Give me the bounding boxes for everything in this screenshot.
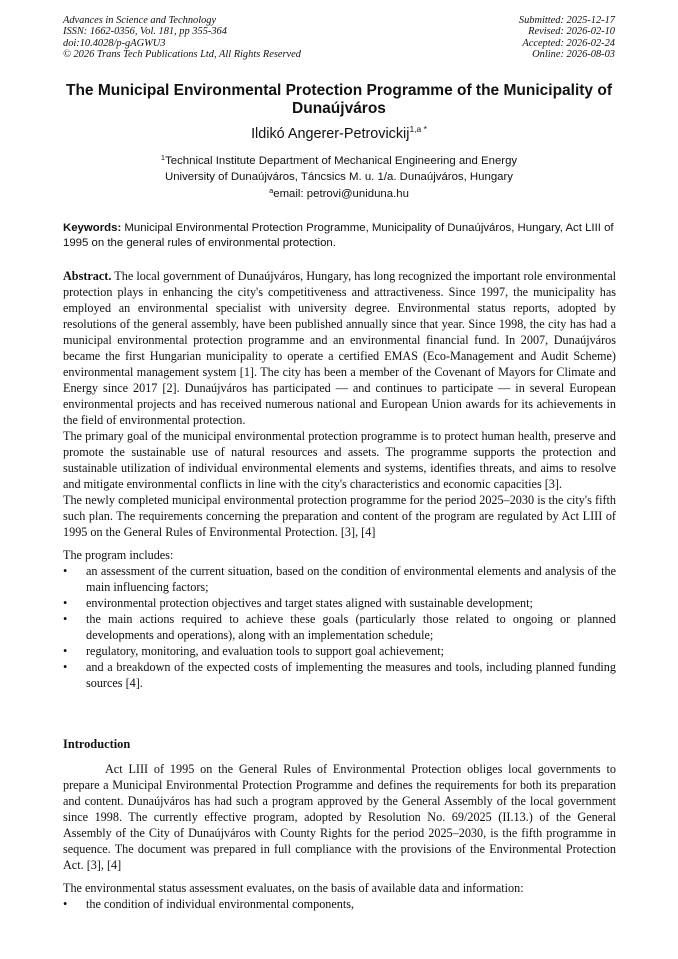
affiliation-superscript: 1 [160,153,166,162]
bullet-icon: • [63,660,68,674]
keywords [63,221,616,250]
list-item [63,896,616,912]
email-superscript: a [269,186,274,195]
list-item [63,659,616,691]
bullet-icon: • [63,596,68,610]
assessment-list [63,896,616,912]
keywords-text: Municipal Environmental Protection Programme, Municipality of Dunaújváros, Hungary, Act LIII of 1995 on the general rules of environmental protection. [63,222,614,249]
author-superscript: 1,a * [409,124,427,134]
author-name: Ildikó Angerer-Petrovickij [251,126,410,142]
list-item-text: the condition of individual environmental components, [86,897,355,911]
introduction-paragraph-1: Act LIII of 1995 on the General Rules of Environmental Protection obliges local governments to prepare a Municipal Environmental Protection Programme and defines the requirements for both its preparation and content. Dunaújváros has had such a program approved by the General Assembly of the local government since 1998. The currently effective program, adopted by Resolution No. 69/2025 (II.13.) of the General Assembly of the City of Dunaújváros with County Rights for the period 2025–2030, is the fifth programme in sequence. The document was prepared in full compliance with the provisions of the Environmental Protection Act. [3], [4] [63,762,616,872]
bullet-icon: • [63,564,68,578]
email-line [60,186,618,200]
journal-name: Advances in Science and Technology [63,15,217,26]
list-item-text: regulatory, monitoring, and evaluation tools to support goal achievement; [86,644,444,658]
bullet-icon: • [63,612,68,626]
abstract-text-1: The local government of Dunaújváros, Hungary, has long recognized the important role environmental protection plays in enhancing the city's competitiveness and attractiveness. Since 1997, the municipality has employed an environmental specialist with university degree. Environmental status reports, adopted by resolutions of the general assembly, have been published annually since that year. Since 1998, the city has had a municipal environmental protection programme and an environmental financial fund. In 2007, Dunaújváros became the first Hungarian municipality to operate a certified EMAS (Eco-Management and Audit Scheme) environmental management system [1]. The city has been a member of the Covenant of Mayors for Climate and Energy since 2017 [2]. Dunaújváros has participated — and continues to participate — in several European environmental projects and has received numerous national and European Union awards for its achievements in the field of environmental protection. [63,269,616,427]
keywords-label: Keywords: [63,222,122,234]
accepted-date: Accepted: 2026-02-24 [522,37,615,49]
dates-info [519,15,615,60]
introduction-section [63,761,616,912]
list-item-text: environmental protection objectives and target states aligned with sustainable development; [86,596,533,610]
paper-title: The Municipal Environmental Protection Programme of the Municipality of Dunaújváros [65,82,612,117]
affiliation [60,150,618,185]
list-item [63,611,616,643]
list-item [63,643,616,659]
submitted-date: Submitted: 2025-12-17 [518,15,615,26]
list-item [63,563,616,595]
abstract-label: Abstract. [63,269,112,283]
issn-line: ISSN: 1662-0356, Vol. 181, pp 355-364 [63,26,227,38]
program-includes-list [63,563,616,691]
list-item [63,595,616,611]
introduction-paragraph-2: The environmental status assessment evaluates, on the basis of available data and information: [63,881,524,895]
copyright-line: © 2026 Trans Tech Publications Ltd, All Rights Reserved [63,48,301,60]
bullet-icon: • [63,897,68,911]
affiliation-line-2: University of Dunaújváros, Táncsics M. u. 1/a. Dunaújváros, Hungary [165,171,513,183]
journal-info [63,15,301,60]
affiliation-line-1: Technical Institute Department of Mechanical Engineering and Energy [165,155,518,167]
author-line [60,124,618,142]
abstract-paragraph-1 [63,268,616,428]
bullet-icon: • [63,644,68,658]
online-date: Online: 2026-08-03 [532,48,615,60]
doi-line: doi:10.4028/p-gAGWU3 [63,37,166,49]
list-item-text: and a breakdown of the expected costs of implementing the measures and tools, including planned funding sources [4]. [86,660,616,690]
introduction-heading: Introduction [63,737,131,751]
abstract-paragraph-3: The newly completed municipal environmental protection programme for the period 2025–2030 is the city's fifth such plan. The requirements concerning the preparation and content of the program are regulated by Act LIII of 1995 on the General Rules of Environmental Protection. [3], [4] [63,493,616,539]
email-text: email: petrovi@uniduna.hu [273,188,409,200]
list-item-text: the main actions required to achieve these goals (particularly those related to ongoing or planned developments and operations), along with an implementation schedule; [86,612,616,642]
revised-date: Revised: 2026-02-10 [528,26,615,38]
abstract-section [63,268,616,691]
list-item-text: an assessment of the current situation, based on the condition of environmental elements and analysis of the main influencing factors; [86,564,616,594]
program-list-intro: The program includes: [63,548,174,562]
abstract-paragraph-2: The primary goal of the municipal environmental protection programme is to protect human health, preserve and promote the sustainable use of natural resources and assets. The programme supports the protection and sustainable utilization of individual environmental elements and systems, identifies threats, and aims to resolve and mitigate environmental conflicts in line with the city's characteristics and economic capacities [3]. [63,429,616,491]
